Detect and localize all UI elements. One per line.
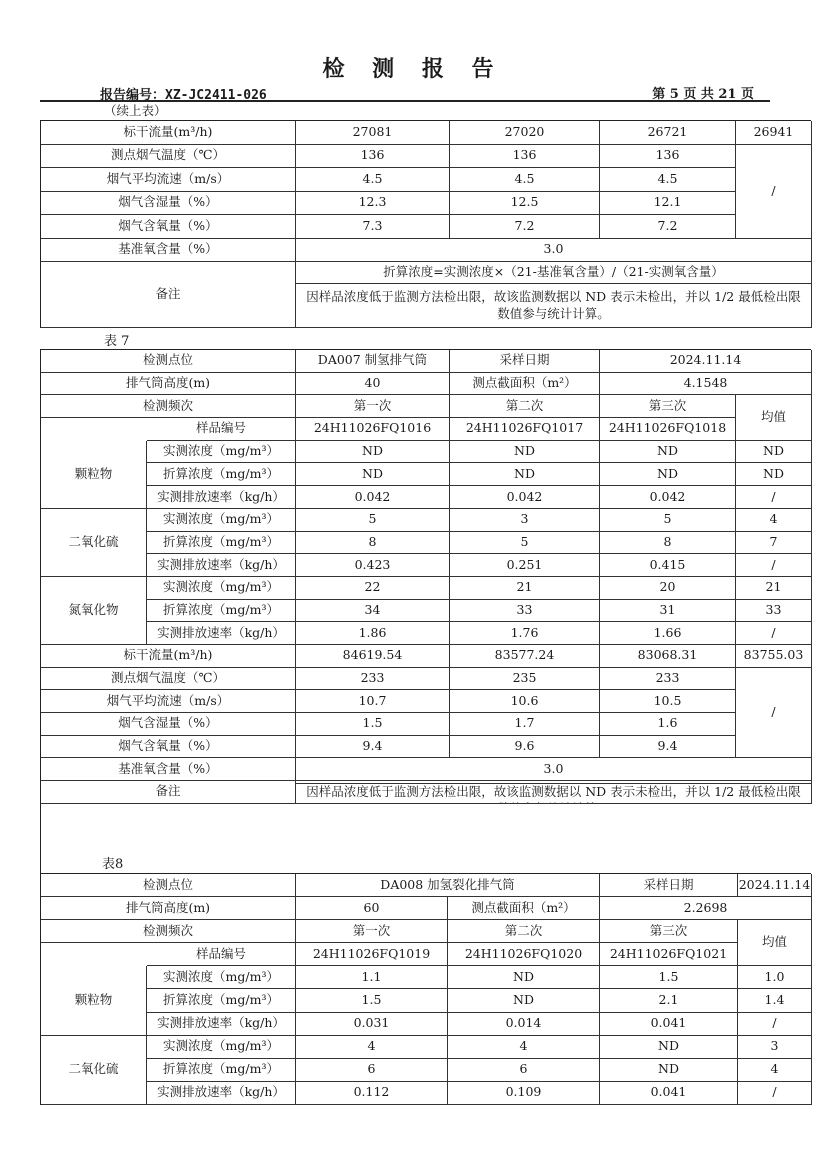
data-cell: 21 xyxy=(450,577,600,600)
measure-label: 实测排放速率（kg/h） xyxy=(147,486,296,509)
table7 xyxy=(40,349,811,893)
measure-label: 实测浓度（mg/m³） xyxy=(147,577,296,600)
data-cell: 3 xyxy=(450,509,600,532)
row-label: 烟气含湿量（%） xyxy=(41,713,296,736)
data-cell: 1.5 xyxy=(296,989,448,1012)
data-cell: 0.042 xyxy=(450,486,600,509)
point-value: DA008 加氢裂化排气筒 xyxy=(296,874,600,897)
measure-label: 折算浓度（mg/m³） xyxy=(147,1059,296,1082)
date-label: 采样日期 xyxy=(600,874,738,897)
data-cell: 9.6 xyxy=(450,736,600,759)
data-cell: ND xyxy=(450,463,600,486)
data-cell: 1.76 xyxy=(450,622,600,645)
data-cell: ND xyxy=(600,441,736,464)
measure-label: 折算浓度（mg/m³） xyxy=(147,463,296,486)
note-label: 备注 xyxy=(41,262,296,328)
data-cell: 22 xyxy=(296,577,450,600)
average-cell: 1.4 xyxy=(738,989,812,1012)
data-cell: 9.4 xyxy=(600,736,736,759)
data-cell: 4.5 xyxy=(450,168,600,192)
measure-label: 实测排放速率（kg/h） xyxy=(147,1082,296,1105)
data-cell: 7.3 xyxy=(296,215,450,239)
measure-label: 实测浓度（mg/m³） xyxy=(147,966,296,989)
average-header: 均值 xyxy=(736,395,812,440)
average-cell: 4 xyxy=(736,509,812,532)
cross-section-label: 测点截面积（m²） xyxy=(450,373,600,396)
data-cell: 233 xyxy=(600,668,736,691)
stack-height-label: 排气筒高度(m) xyxy=(41,897,296,920)
measure-label: 实测排放速率（kg/h） xyxy=(147,1013,296,1036)
cross-section-value: 2.2698 xyxy=(600,897,812,920)
data-cell: 12.5 xyxy=(450,192,600,216)
date-value: 2024.11.14 xyxy=(600,350,812,373)
average-cell: / xyxy=(736,622,812,645)
data-cell: 7.2 xyxy=(600,215,736,239)
data-cell: 0.423 xyxy=(296,554,450,577)
average-cell: 26941 xyxy=(736,121,812,145)
sample-id: 24H11026FQ1016 xyxy=(296,418,450,441)
data-cell: 7.2 xyxy=(450,215,600,239)
run-header: 第三次 xyxy=(600,395,736,418)
sample-id: 24H11026FQ1017 xyxy=(450,418,600,441)
data-cell: 0.042 xyxy=(600,486,736,509)
data-cell: 1.5 xyxy=(600,966,738,989)
data-cell: 0.415 xyxy=(600,554,736,577)
frequency-label: 检测频次 xyxy=(41,395,296,418)
cross-section-value: 4.1548 xyxy=(600,373,812,396)
data-cell: 5 xyxy=(600,509,736,532)
data-cell: ND xyxy=(600,463,736,486)
run-header: 第三次 xyxy=(600,920,738,943)
run-header: 第二次 xyxy=(450,395,600,418)
data-cell: 4.5 xyxy=(296,168,450,192)
data-cell: 6 xyxy=(296,1059,448,1082)
data-cell: 34 xyxy=(296,600,450,623)
measure-label: 折算浓度（mg/m³） xyxy=(147,600,296,623)
note-formula: 折算浓度=实测浓度×（21-基准氧含量）/（21-实测氧含量） xyxy=(383,264,724,280)
date-value: 2024.11.14 xyxy=(738,874,812,897)
sample-id: 24H11026FQ1018 xyxy=(600,418,736,441)
data-cell: 12.1 xyxy=(600,192,736,216)
average-cell: / xyxy=(738,1013,812,1036)
measure-label: 实测浓度（mg/m³） xyxy=(147,441,296,464)
pollutant-name: 二氧化硫 xyxy=(41,1036,147,1105)
measure-label: 折算浓度（mg/m³） xyxy=(147,532,296,555)
data-cell: ND xyxy=(296,441,450,464)
note-label: 备注 xyxy=(41,781,296,804)
data-cell: 1.86 xyxy=(296,622,450,645)
point-label: 检测点位 xyxy=(41,874,296,897)
date-label: 采样日期 xyxy=(450,350,600,373)
row-label: 烟气含湿量（%） xyxy=(41,192,296,216)
data-cell: 83068.31 xyxy=(600,645,736,668)
data-cell: 0.112 xyxy=(296,1082,448,1105)
run-header: 第二次 xyxy=(448,920,600,943)
continued-table xyxy=(40,120,811,328)
data-cell: ND xyxy=(448,966,600,989)
point-label: 检测点位 xyxy=(41,350,296,373)
average-cell: 4 xyxy=(738,1059,812,1082)
average-slash: / xyxy=(736,668,812,759)
data-cell: ND xyxy=(450,441,600,464)
measure-label: 折算浓度（mg/m³） xyxy=(147,989,296,1012)
data-cell: 31 xyxy=(600,600,736,623)
data-cell: 136 xyxy=(450,145,600,169)
data-cell: 5 xyxy=(450,532,600,555)
data-cell: 2.1 xyxy=(600,989,738,1012)
average-cell: ND xyxy=(736,463,812,486)
data-cell: 33 xyxy=(450,600,600,623)
continued-label: （续上表） xyxy=(104,103,167,118)
data-cell: 0.014 xyxy=(448,1013,600,1036)
data-cell: 5 xyxy=(296,509,450,532)
measure-label: 实测排放速率（kg/h） xyxy=(147,622,296,645)
data-cell: 83577.24 xyxy=(450,645,600,668)
data-cell: 0.251 xyxy=(450,554,600,577)
sample-id: 24H11026FQ1021 xyxy=(600,943,738,966)
data-cell: 27081 xyxy=(296,121,450,145)
pollutant-name: 颗粒物 xyxy=(41,966,147,1035)
note-text: 因样品浓度低于监测方法检出限，故该监测数据以 ND 表示未检出，并以 1/2 最低检出限数值参与统计计算。 xyxy=(296,283,811,327)
cross-section-label: 测点截面积（m²） xyxy=(448,897,600,920)
average-cell: 33 xyxy=(736,600,812,623)
measure-label: 实测排放速率（kg/h） xyxy=(147,554,296,577)
data-cell: ND xyxy=(600,1036,738,1059)
measure-label: 实测浓度（mg/m³） xyxy=(147,509,296,532)
data-cell: 26721 xyxy=(600,121,736,145)
data-cell: 0.042 xyxy=(296,486,450,509)
row-label: 标干流量(m³/h) xyxy=(41,121,296,145)
data-cell: 1.5 xyxy=(296,713,450,736)
data-cell: 4 xyxy=(448,1036,600,1059)
average-cell: 1.0 xyxy=(738,966,812,989)
note-cell xyxy=(296,262,812,328)
data-cell: 10.7 xyxy=(296,690,450,713)
data-cell: ND xyxy=(448,989,600,1012)
average-cell: / xyxy=(736,554,812,577)
run-header: 第一次 xyxy=(296,395,450,418)
run-header: 第一次 xyxy=(296,920,448,943)
sample-label: 样品编号 xyxy=(147,943,296,966)
data-cell: 233 xyxy=(296,668,450,691)
data-cell: 1.66 xyxy=(600,622,736,645)
data-cell: 0.041 xyxy=(600,1082,738,1105)
pollutant-name: 二氧化硫 xyxy=(41,509,147,577)
data-cell: ND xyxy=(600,1059,738,1082)
data-cell: 0.109 xyxy=(448,1082,600,1105)
data-cell: 8 xyxy=(600,532,736,555)
row-label: 烟气平均流速（m/s） xyxy=(41,168,296,192)
page-info: 第 5 页 共 21 页 xyxy=(652,87,754,102)
point-value: DA007 制氢排气筒 xyxy=(296,350,450,373)
row-label: 标干流量(m³/h) xyxy=(41,645,296,668)
table8-caption: 表8 xyxy=(102,857,124,872)
note-text: 因样品浓度低于监测方法检出限，故该监测数据以 ND 表示未检出，并以 1/2 最低检出限 xyxy=(296,783,811,804)
data-cell: 4.5 xyxy=(600,168,736,192)
table8 xyxy=(40,873,811,1105)
data-cell: 235 xyxy=(450,668,600,691)
frequency-label: 检测频次 xyxy=(41,920,296,943)
average-cell: 83755.03 xyxy=(736,645,812,668)
data-cell: 10.6 xyxy=(450,690,600,713)
report-title: 检 测 报 告 xyxy=(322,56,504,82)
measure-label: 实测浓度（mg/m³） xyxy=(147,1036,296,1059)
average-cell: / xyxy=(738,1082,812,1105)
row-label: 烟气含氧量（%） xyxy=(41,215,296,239)
data-cell: 1.1 xyxy=(296,966,448,989)
data-cell: 0.041 xyxy=(600,1013,738,1036)
data-cell: 9.4 xyxy=(296,736,450,759)
pollutant-name: 氮氧化物 xyxy=(41,577,147,645)
base-oxygen-value: 3.0 xyxy=(296,239,812,263)
sample-label: 样品编号 xyxy=(147,418,296,441)
data-cell: 12.3 xyxy=(296,192,450,216)
stack-height-value: 60 xyxy=(296,897,448,920)
data-cell: 27020 xyxy=(450,121,600,145)
row-label: 测点烟气温度（℃） xyxy=(41,668,296,691)
base-oxygen-label: 基准氧含量（%） xyxy=(41,239,296,263)
stack-height-label: 排气筒高度(m) xyxy=(41,373,296,396)
pollutant-name: 颗粒物 xyxy=(41,441,147,509)
stack-height-value: 40 xyxy=(296,373,450,396)
average-header: 均值 xyxy=(738,920,812,966)
table7-caption: 表 7 xyxy=(104,334,130,349)
data-cell: 1.7 xyxy=(450,713,600,736)
data-cell: 4 xyxy=(296,1036,448,1059)
data-cell: 136 xyxy=(600,145,736,169)
average-cell: ND xyxy=(736,441,812,464)
average-cell: / xyxy=(736,486,812,509)
sample-id: 24H11026FQ1019 xyxy=(296,943,448,966)
report-number: 报告编号：XZ-JC2411-026 xyxy=(100,88,267,103)
note-cell xyxy=(296,781,812,804)
average-cell: 21 xyxy=(736,577,812,600)
data-cell: 0.031 xyxy=(296,1013,448,1036)
base-oxygen-label: 基准氧含量（%） xyxy=(41,758,296,781)
row-label: 测点烟气温度（℃） xyxy=(41,145,296,169)
data-cell: 8 xyxy=(296,532,450,555)
data-cell: 10.5 xyxy=(600,690,736,713)
base-oxygen-value: 3.0 xyxy=(296,758,812,781)
row-label: 烟气平均流速（m/s） xyxy=(41,690,296,713)
average-slash: / xyxy=(736,145,812,239)
data-cell: 6 xyxy=(448,1059,600,1082)
average-cell: 3 xyxy=(738,1036,812,1059)
average-cell: 7 xyxy=(736,532,812,555)
data-cell: 84619.54 xyxy=(296,645,450,668)
row-label: 烟气含氧量（%） xyxy=(41,736,296,759)
data-cell: 1.6 xyxy=(600,713,736,736)
data-cell: 136 xyxy=(296,145,450,169)
data-cell: ND xyxy=(296,463,450,486)
sample-id: 24H11026FQ1020 xyxy=(448,943,600,966)
data-cell: 20 xyxy=(600,577,736,600)
